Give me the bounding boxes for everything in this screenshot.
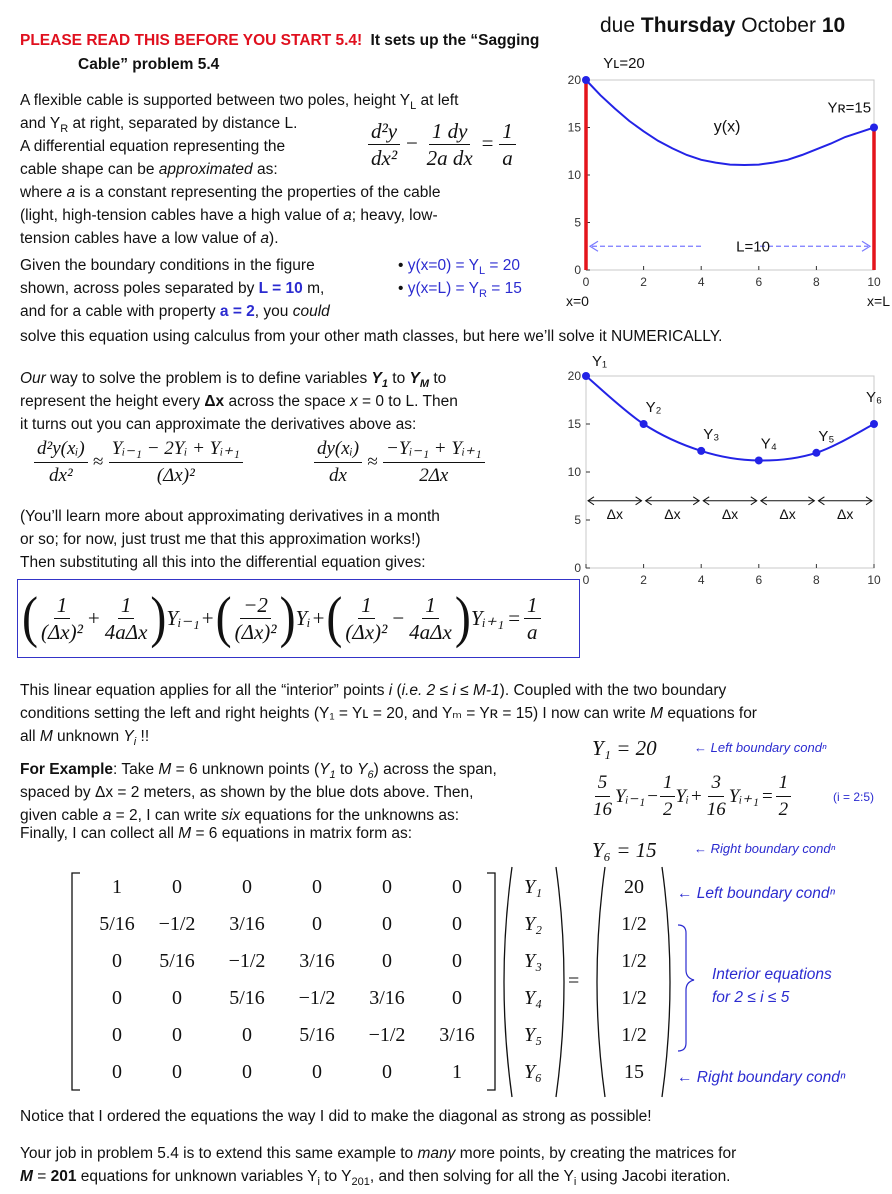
para3-l3-y: Y	[123, 728, 134, 745]
para3-l2: conditions setting the left and right heights (Y₁ = Yʟ = 20, and Yₘ = Yʀ = 15) I now can write	[20, 705, 646, 722]
matrix-intro-b: = 6 equations in matrix form as:	[191, 825, 413, 842]
unknown-6: Y₆	[523, 1061, 543, 1083]
d2r-num: Yᵢ₋₁ − 2Yᵢ + Yᵢ₊₁	[109, 436, 243, 463]
matrix-cell-3-6: 0	[452, 950, 462, 972]
ex-c-den: 16	[706, 799, 726, 820]
para2-our: Our	[20, 370, 46, 387]
matrix-cell-2-1: 5/16	[99, 913, 135, 935]
rhs-4: 1/2	[621, 987, 647, 1009]
matrix-cell-1-5: 0	[382, 876, 392, 898]
example-label: For Example	[20, 761, 114, 778]
example-line2: spaced by Δx = 2 meters, as shown by the blue dots above. Then,	[20, 784, 474, 801]
example-l1b: : Take	[113, 761, 159, 778]
para1-l4a: cable shape can be	[20, 161, 159, 178]
point-label-y2: Y₂	[645, 399, 662, 416]
footer-line1: Notice that I ordered the equations the way I did to make the diagonal as strong as possible!	[20, 1108, 652, 1125]
dx-label-4: Δx	[779, 505, 796, 522]
ode-t2-den: 2a dx	[426, 146, 473, 170]
unknown-5: Y₅	[523, 1024, 543, 1046]
example-y6: Y	[357, 761, 368, 778]
para1-l5b: is a constant representing the properties of the cable	[75, 184, 441, 201]
para1-l9a: shown, across poles separated by	[20, 280, 259, 297]
footer-s2: 201	[351, 1176, 370, 1189]
matrix-cell-6-2: 0	[172, 1061, 182, 1083]
point-label-y4: Y₄	[760, 435, 777, 453]
para2-line4: (You’ll learn more about approximating derivatives in a month	[20, 508, 440, 525]
ode-minus: −	[405, 131, 418, 156]
para3-l1b: (	[392, 682, 402, 699]
span-label: L=10	[736, 238, 770, 256]
matrix-cell-3-3: −1/2	[228, 950, 266, 972]
ex-plus: +	[691, 785, 702, 807]
box-plus-1: +	[87, 605, 100, 630]
ex-minus: −	[647, 785, 658, 807]
example-eq-right-bc: Y₆ = 15	[592, 838, 657, 862]
footer-eq: =	[32, 1168, 51, 1185]
footer-l3a: equations for unknown variables Y	[76, 1168, 318, 1185]
example-six: six	[221, 807, 241, 824]
unknown-4: Y₄	[523, 987, 543, 1009]
bullet2-sub: R	[478, 288, 487, 301]
footer-l3c: , and then solving for all the Y	[369, 1168, 574, 1185]
due-prefix: due	[600, 14, 636, 37]
para1-l1-end: at left	[416, 92, 459, 109]
d1-num: dy(xᵢ)	[314, 436, 362, 463]
para3-l3-m: M	[39, 728, 53, 745]
box-b-den: 4aΔx	[104, 619, 148, 644]
matrix-cell-2-6: 0	[452, 913, 462, 935]
para2-ym-sub: M	[419, 378, 430, 391]
box-c-num: −2	[240, 592, 271, 619]
matrix-intro-a: Finally, I can collect all	[20, 825, 179, 842]
rhs-2: 1/2	[621, 913, 647, 935]
example-l3c: equations for the unknowns as:	[240, 807, 460, 824]
para2-line6: Then substituting all this into the differential equation gives:	[20, 554, 426, 571]
matrix-cell-2-3: 3/16	[229, 913, 265, 935]
matrix-right-note: ← Right boundary condⁿ	[677, 1069, 846, 1086]
box-y-im1: Yᵢ₋₁	[166, 605, 200, 630]
example-m: M	[158, 761, 172, 778]
para1-line8: Given the boundary conditions in the figure	[20, 257, 315, 274]
para1-l6a: (light, high-tension cables have a high value of	[20, 207, 344, 224]
curve-label: y(x)	[713, 118, 741, 136]
para2-line5: or so; for now, just trust me that this approximation works!)	[20, 531, 421, 548]
para3-ie: i.e.	[401, 682, 423, 699]
chart2-xtick-label: 10	[867, 573, 881, 587]
ex-y-ip1: Yᵢ₊₁	[728, 786, 759, 807]
bullet2-val: = 15	[486, 280, 522, 297]
dx-label-3: Δx	[721, 505, 739, 522]
ode-t1-num: d²y	[368, 118, 400, 145]
right-height-label: Yʀ=15	[827, 99, 872, 117]
matrix-interior-note-1: Interior equations	[712, 966, 832, 983]
unknown-1: Y₁	[523, 876, 543, 898]
ode-eq: =	[481, 131, 494, 156]
para1-l5a: where	[20, 184, 67, 201]
chart1-ytick-label: 0	[574, 263, 581, 277]
para2-l1c: to	[429, 370, 447, 387]
xL-label: x=L	[867, 293, 890, 309]
chart1-xtick-label: 10	[867, 275, 881, 289]
matrix-cell-4-1: 0	[112, 987, 122, 1009]
dx-label-2: Δx	[664, 505, 681, 522]
box-d-den: (Δx)²	[345, 619, 388, 644]
chart2-ytick-label: 10	[567, 465, 581, 479]
matrix-cell-5-6: 3/16	[439, 1024, 475, 1046]
para1-l10a: and for a cable with property	[20, 303, 220, 320]
due-day: Thursday	[640, 14, 736, 37]
matrix-cell-5-4: 5/16	[299, 1024, 335, 1046]
matrix-cell-5-1: 0	[112, 1024, 122, 1046]
para1-l1: A flexible cable is supported between two poles, height Y	[20, 92, 411, 109]
matrix-cell-6-4: 0	[312, 1061, 322, 1083]
para3-l3b: unknown	[52, 728, 124, 745]
para1-l7a: tension cables have a low value of	[20, 230, 261, 247]
d2-den: dx²	[49, 465, 73, 486]
box-r-num: 1	[524, 592, 541, 619]
para1-l2b: at right, separated by distance L.	[68, 115, 298, 132]
para2-y1: Y	[371, 370, 382, 387]
d1-den: dx	[329, 465, 347, 486]
d2-approx-sign: ≈	[93, 451, 104, 473]
example-to: to	[335, 761, 358, 778]
chart2-ytick-label: 0	[574, 561, 581, 575]
matrix-cell-6-6: 1	[452, 1061, 462, 1083]
matrix-cell-2-5: 0	[382, 913, 392, 935]
footer-l2b: more points, by creating the matrices for	[455, 1145, 737, 1162]
para1-l2-sub: R	[60, 123, 69, 136]
matrix-interior-note-2: for 2 ≤ i ≤ 5	[712, 989, 790, 1006]
d1r-num: −Yᵢ₋₁ + Yᵢ₊₁	[383, 436, 485, 463]
para2-x: x	[349, 393, 358, 410]
example-eq-left-bc: Y₁ = 20	[592, 736, 657, 760]
bullet2-text: y(x=L) = Y	[407, 280, 479, 297]
matrix-left-note: ← Left boundary condⁿ	[677, 885, 836, 902]
para2-y1-sub: 1	[381, 378, 388, 391]
x0-label: x=0	[566, 293, 589, 309]
dx-label-5: Δx	[837, 505, 854, 522]
matrix-cell-1-2: 0	[172, 876, 182, 898]
box-a-num: 1	[54, 592, 71, 619]
matrix-cell-1-4: 0	[312, 876, 322, 898]
footer-s1: i	[317, 1176, 320, 1189]
matrix-cell-3-2: 5/16	[159, 950, 195, 972]
matrix-cell-5-3: 0	[242, 1024, 252, 1046]
ex-y-im1: Yᵢ₋₁	[615, 786, 646, 807]
intro-line-1: It sets up the “Sagging	[370, 32, 540, 49]
ode-t2-num: 1 dy	[429, 118, 471, 145]
chart1-xtick-label: 6	[755, 275, 763, 289]
ex-b-den: 2	[662, 799, 673, 820]
para2-l1b: way to solve the problem is to define variables	[45, 370, 372, 387]
rhs-3: 1/2	[621, 950, 647, 972]
dx-label-1: Δx	[606, 505, 623, 522]
para3-i: i	[388, 682, 393, 699]
unknown-3: Y₃	[523, 950, 543, 972]
warning-text: PLEASE READ THIS BEFORE YOU START 5.4!	[20, 32, 363, 49]
box-minus: −	[392, 605, 405, 630]
para1-l2a: and Y	[20, 115, 61, 132]
example-l1d: ) across the span,	[373, 761, 497, 778]
footer-l3b: to Y	[319, 1168, 352, 1185]
para1-l9b: m,	[302, 280, 325, 297]
matrix-cell-3-5: 0	[382, 950, 392, 972]
matrix-cell-4-4: −1/2	[298, 987, 336, 1009]
matrix-intro-m: M	[178, 825, 192, 842]
footer-201: 201	[50, 1168, 77, 1185]
ex-a-den: 16	[593, 799, 612, 820]
para3-l1c: ). Coupled with the two boundary	[499, 682, 727, 699]
bullet1-text: y(x=0) = Y	[407, 257, 479, 274]
para2-l2b: across the space	[224, 393, 350, 410]
box-a-den: (Δx)²	[40, 619, 83, 644]
bullet-left-bc: • $y(x=0) = Y_L = 20$	[398, 257, 520, 278]
example-l3b: = 2, I can write	[111, 807, 222, 824]
para1-l6-it: a	[343, 207, 352, 224]
footer-l3d: using Jacobi iteration.	[576, 1168, 731, 1185]
chart1-xtick-label: 8	[813, 275, 820, 289]
para2-to: to	[387, 370, 410, 387]
para1-l5-it: a	[66, 184, 76, 201]
para3-l3c: !!	[136, 728, 150, 745]
matrix-cell-1-6: 0	[452, 876, 462, 898]
chart2-xtick-label: 2	[640, 573, 647, 587]
chart2-xtick-label: 0	[582, 573, 590, 587]
unknown-2: Y₂	[523, 913, 543, 935]
para3-range: 2 ≤ i ≤ M-1	[422, 682, 500, 699]
box-b-num: 1	[118, 592, 135, 619]
example-l1c: = 6 unknown points (	[171, 761, 320, 778]
para1-l4-it: approximated	[158, 161, 253, 178]
matrix-cell-6-3: 0	[242, 1061, 252, 1083]
box-e-num: 1	[422, 592, 439, 619]
para1-l10-bold: a = 2	[219, 303, 255, 320]
matrix-cell-1-1: 1	[112, 876, 122, 898]
ex-eq: =	[761, 785, 773, 807]
para1-l7b: ).	[269, 230, 279, 247]
para1-line3: A differential equation representing the	[20, 138, 286, 155]
bullet-right-bc: • $y(x=L) = Y_R = 15$	[398, 280, 522, 301]
example-eq-left-note: ← Left boundary condⁿ	[694, 740, 827, 755]
ode-t1-den: dx²	[371, 146, 398, 170]
box-equals: =	[508, 605, 521, 630]
footer-many: many	[417, 1145, 456, 1162]
para1-l6b: ; heavy, low-	[351, 207, 438, 224]
footer-line2	[20, 1142, 736, 1165]
ode-t3-den: a	[502, 146, 513, 170]
example-l3a: given cable	[20, 807, 103, 824]
para3-l1a: This linear equation applies for all the “interior” points	[20, 682, 389, 699]
chart1-ytick-label: 20	[567, 73, 581, 87]
footer-s3: i	[573, 1176, 577, 1189]
chart2-xtick-label: 8	[813, 573, 820, 587]
point-label-y5: Y₅	[818, 427, 835, 445]
example-y1: Y	[319, 761, 330, 778]
rhs-1: 20	[624, 876, 644, 898]
chart2-ytick-label: 20	[567, 369, 581, 383]
d1-approx-sign: ≈	[367, 451, 378, 473]
discretized-equation: ( $\frac{1}{\text{(Δx)²}}$ + $\frac{1}{\text{4aΔx}}$ ) Yᵢ₋₁ + ( $\frac{-2}{\text{(Δx)²}}$ ) Yᵢ + ( $\frac{1}{\text{(Δx)²}}$ − $\frac{1}{\text{4aΔx}}$ ) Yᵢ₊₁ = $\frac{1}{a}$	[22, 585, 541, 651]
matrix-left-bracket	[72, 873, 80, 1090]
footer-m: M	[20, 1168, 33, 1185]
ode-t3-num: 1	[499, 118, 516, 145]
para2-l2a: represent the height every	[20, 393, 205, 410]
box-d-num: 1	[358, 592, 375, 619]
para1-l4b: as:	[252, 161, 278, 178]
example-eq-right-note: ← Right boundary condⁿ	[694, 841, 836, 856]
para3-l3a: all	[20, 728, 40, 745]
matrix-cell-2-4: 0	[312, 913, 322, 935]
matrix-cell-3-4: 3/16	[299, 950, 335, 972]
example-a: a	[102, 807, 112, 824]
example-y6s: 6	[367, 769, 374, 782]
para2-line3: it turns out you can approximate the derivatives above as:	[20, 416, 417, 433]
ex-y-i: Yᵢ	[675, 785, 690, 807]
matrix-cell-4-6: 0	[452, 987, 462, 1009]
para2-dx: Δx	[204, 393, 225, 410]
matrix-cell-4-2: 0	[172, 987, 182, 1009]
box-c-den: (Δx)²	[234, 619, 277, 644]
chart1-xtick-label: 0	[582, 275, 590, 289]
chart1-ytick-label: 5	[574, 215, 581, 230]
point-label-y3: Y₃	[703, 425, 720, 443]
point-label-y1: Y₁	[592, 353, 608, 370]
para1-l10-it: could	[292, 303, 330, 320]
matrix-cell-1-3: 0	[242, 876, 252, 898]
matrix-cell-3-1: 0	[112, 950, 122, 972]
matrix-cell-4-5: 3/16	[369, 987, 405, 1009]
para1-l1-sub: L	[410, 100, 417, 113]
ex-a-num: 5	[595, 770, 611, 797]
bullet1-val: = 20	[485, 257, 520, 274]
para2-l2c: = 0 to L. Then	[357, 393, 458, 410]
matrix-equals: =	[568, 970, 580, 992]
chart1-xtick-label: 2	[640, 275, 647, 289]
para3-l3-ys: i	[133, 736, 137, 749]
intro-line-2: Cable” problem 5.4	[78, 56, 220, 73]
chart2-ytick-label: 15	[567, 417, 581, 431]
para2-ym: Y	[409, 370, 420, 387]
chart1-xtick-label: 4	[697, 275, 705, 289]
para1-line11: solve this equation using calculus from your other math classes, but here we’ll solve it NUMERICALLY.	[20, 328, 723, 345]
footer-line3	[20, 1165, 731, 1194]
box-plus-3: +	[312, 605, 325, 630]
point-label-y6: Y₆	[866, 389, 883, 406]
left-height-label: Yʟ=20	[603, 55, 645, 72]
ex-b-num: 1	[660, 770, 676, 797]
para1-l10b: , you	[254, 303, 293, 320]
rhs-5: 1/2	[621, 1024, 647, 1046]
matrix-cell-2-2: −1/2	[158, 913, 196, 935]
rhs-6: 15	[624, 1061, 644, 1083]
ex-r-den: 2	[778, 799, 789, 820]
chart2-xtick-label: 6	[755, 573, 763, 587]
example-y1s: 1	[329, 769, 336, 782]
matrix-cell-5-5: −1/2	[368, 1024, 406, 1046]
matrix-cell-4-3: 5/16	[229, 987, 265, 1009]
chart1-ytick-label: 10	[567, 168, 581, 182]
d2r-den: (Δx)²	[156, 465, 195, 486]
matrix-cell-6-5: 0	[382, 1061, 392, 1083]
matrix-right-bracket	[487, 873, 495, 1090]
due-num: 10	[821, 14, 846, 37]
para1-l7-it: a	[260, 230, 270, 247]
footer-l2a: Your job in problem 5.4 is to extend this same example to	[20, 1145, 418, 1162]
chart2-xtick-label: 4	[697, 573, 705, 587]
box-e-den: 4aΔx	[409, 619, 452, 644]
chart1-ytick-label: 15	[567, 120, 581, 135]
box-y-i: Yᵢ	[295, 605, 311, 630]
box-r-den: a	[527, 619, 538, 644]
d2-num: d²y(xᵢ)	[34, 436, 88, 463]
ex-c-num: 3	[708, 770, 724, 797]
matrix-cell-6-1: 0	[112, 1061, 122, 1083]
box-y-ip1: Yᵢ₊₁	[470, 605, 505, 630]
due-month: October	[741, 14, 816, 37]
interior-brace	[678, 925, 694, 1051]
chart2-ytick-label: 5	[574, 513, 581, 527]
example-eq-range-note: (i = 2:5)	[833, 790, 875, 804]
d1r-den: 2Δx	[419, 465, 449, 486]
ex-r-num: 1	[776, 770, 792, 797]
bullet1-sub: L	[478, 265, 486, 278]
para1-l9-bold: L = 10	[258, 280, 303, 297]
matrix-cell-5-2: 0	[172, 1024, 182, 1046]
para3-l2-m: M	[650, 705, 664, 722]
para3-l2-end: equations for	[663, 705, 757, 722]
box-plus-2: +	[201, 605, 214, 630]
